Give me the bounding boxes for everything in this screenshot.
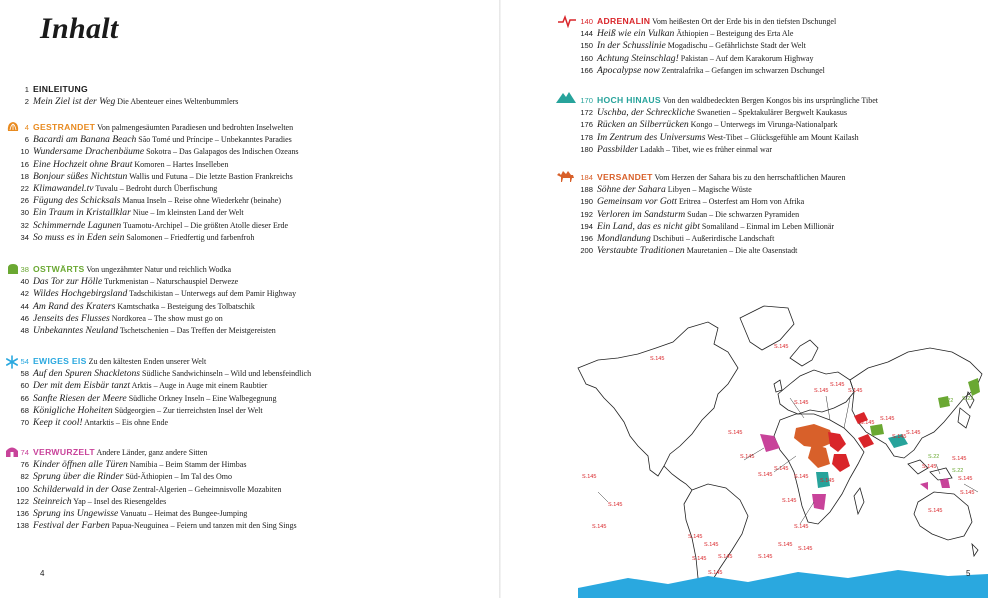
toc-chapter-description: Eritrea – Osterfest am Horn von Afrika	[676, 197, 805, 207]
toc-page-number: 82	[20, 472, 29, 482]
toc-entry[interactable]	[574, 244, 797, 256]
svg-text:S.145: S.145	[892, 434, 907, 440]
toc-chapter-title: Steinreich	[33, 495, 72, 507]
region-versandet	[808, 444, 830, 468]
toc-chapter-description: Zu den kältesten Enden unserer Welt	[86, 357, 207, 366]
toc-chapter-title: Der mit dem Eisbär tanzt	[33, 380, 131, 392]
svg-text:S.145: S.145	[608, 502, 623, 508]
toc-page-number: 172	[580, 108, 593, 118]
svg-text:S.145: S.145	[740, 454, 755, 460]
toc-section-heading[interactable]	[574, 94, 878, 106]
svg-text:S.145: S.145	[830, 382, 845, 388]
toc-page-number: 60	[20, 381, 29, 391]
toc-page-number: 194	[580, 221, 593, 231]
toc-entry[interactable]	[10, 133, 292, 145]
toc-section-heading[interactable]	[10, 83, 88, 95]
toc-page-number: 190	[580, 197, 593, 207]
svg-text:S.145: S.145	[774, 344, 789, 350]
toc-chapter-description: Südgeorgien – Zur tierreichsten Insel der Welt	[112, 405, 263, 415]
toc-page-number: 122	[16, 496, 29, 506]
toc-entry[interactable]	[574, 52, 813, 64]
toc-chapter-title: Verstaubte Traditionen	[597, 245, 685, 257]
toc-chapter-description: Kongo – Unterwegs im Virunga-Nationalpark	[688, 120, 838, 130]
toc-section-title: OSTWÄRTS	[33, 264, 85, 274]
toc-chapter-title: Kinder öffnen alle Türen	[33, 459, 128, 471]
toc-chapter-title: Wildes Hochgebirgsland	[33, 288, 128, 300]
toc-page-number: 166	[580, 65, 593, 75]
svg-text:S.145: S.145	[860, 420, 875, 426]
toc-chapter-title: Bonjour süßes Nichtstun	[33, 170, 128, 182]
svg-text:S.145: S.145	[704, 542, 719, 548]
toc-chapter-title: Keep it cool!	[33, 417, 83, 428]
svg-text:S.145: S.145	[582, 474, 597, 480]
toc-entry[interactable]	[574, 183, 752, 195]
toc-chapter-title: Unbekanntes Neuland	[33, 325, 118, 336]
svg-text:S.145: S.145	[794, 474, 809, 480]
toc-chapter-description: Zentralafrika – Gefangen im schwarzen Dschungel	[659, 65, 825, 75]
toc-page-number: 200	[580, 246, 593, 256]
svg-text:S.22: S.22	[928, 454, 940, 460]
toc-entry[interactable]	[10, 404, 263, 416]
svg-text:S.145: S.145	[758, 472, 773, 478]
toc-page-number: 144	[580, 29, 593, 39]
svg-text:S.145: S.145	[728, 430, 743, 436]
toc-chapter-description: Yap – Insel des Riesengeldes	[71, 496, 167, 506]
toc-entry[interactable]	[574, 39, 806, 51]
svg-text:S.145: S.145	[814, 388, 829, 394]
toc-page-number: 70	[20, 418, 29, 427]
toc-chapter-title: Eine Hochzeit ohne Braut	[33, 158, 133, 170]
toc-entry[interactable]	[10, 483, 281, 495]
toc-entry[interactable]	[10, 206, 244, 218]
toc-chapter-description: Niue – Im kleinsten Land der Welt	[130, 208, 244, 218]
toc-page-number: 140	[580, 17, 593, 26]
toc-section-heading[interactable]	[574, 15, 836, 27]
region-namibia	[812, 494, 826, 510]
toc-chapter-description: Von ungezähmter Natur und reichlich Wodka	[84, 265, 232, 274]
svg-text:S.145: S.145	[650, 356, 665, 362]
toc-chapter-description: Südliche Orkney Inseln – Eine Walbegegnung	[126, 393, 277, 403]
toc-chapter-description: Südliche Sandwichinseln – Wild und lebensfeindlich	[140, 369, 312, 379]
toc-chapter-description: Von den waldbedeckten Bergen Kongos bis ins ursprüngliche Tibet	[660, 96, 879, 105]
toc-chapter-description: Pakistan – Auf dem Karakorum Highway	[678, 53, 814, 63]
toc-section-title: EINLEITUNG	[33, 84, 89, 94]
toc-chapter-description: Die Abenteuer eines Weltenbummlers	[115, 97, 239, 107]
toc-entry[interactable]	[10, 158, 228, 170]
region-ethiopia	[832, 454, 850, 472]
right-page	[500, 0, 1000, 598]
svg-text:S.145: S.145	[880, 416, 895, 422]
toc-entry[interactable]	[10, 458, 246, 470]
toc-chapter-title: Sprung über die Rinder	[33, 471, 124, 483]
toc-page-number: 74	[20, 448, 29, 457]
toc-page-number: 42	[20, 289, 29, 299]
svg-text:S.22: S.22	[942, 398, 954, 404]
svg-text:S.145: S.145	[848, 388, 863, 394]
toc-page-number: 100	[16, 484, 29, 494]
toc-entry[interactable]	[10, 367, 311, 379]
toc-chapter-title: Am Rand des Kraters	[33, 300, 116, 312]
toc-chapter-description: Swanetien – Spektakulärer Bergwelt Kaukasus	[694, 108, 847, 118]
toc-chapter-description: Süd-Äthiopien – Im Tal des Omo	[123, 472, 232, 482]
toc-chapter-description: Arktis – Auge in Auge mit einem Raubtier	[130, 381, 268, 391]
toc-entry[interactable]	[574, 195, 804, 207]
toc-section-title: VERSANDET	[597, 172, 653, 182]
toc-chapter-title: Passbilder	[597, 143, 639, 155]
toc-section-heading[interactable]	[10, 355, 206, 367]
toc-page-number: 192	[580, 209, 593, 219]
toc-entry[interactable]	[10, 312, 223, 324]
svg-text:S.145: S.145	[774, 466, 789, 472]
camel-icon	[556, 169, 576, 183]
region-west-africa	[760, 434, 780, 452]
toc-entry[interactable]	[574, 232, 774, 244]
toc-chapter-description: Salomonen – Friedfertig und farbenfroh	[124, 232, 255, 242]
world-map	[568, 288, 988, 598]
svg-text:S.145: S.145	[592, 524, 607, 530]
toc-entry[interactable]	[10, 95, 238, 107]
toc-chapter-title: Klimawandel.tv	[33, 183, 94, 194]
toc-page-number: 170	[580, 96, 593, 105]
toc-chapter-description: Tadschikistan – Unterwegs auf dem Pamir Highway	[127, 289, 297, 299]
toc-chapter-description: Sudan – Die schwarzen Pyramiden	[685, 209, 800, 219]
toc-entry[interactable]	[574, 220, 834, 232]
toc-section-title: VERWURZELT	[33, 447, 95, 457]
page-title: Inhalt	[40, 12, 119, 45]
toc-chapter-description: Zentral-Algerien – Geheimnisvolle Mozabiten	[130, 484, 282, 494]
toc-chapter-title: Uschba, der Schreckliche	[597, 107, 695, 119]
toc-chapter-description: Sokotra – Das Galapagos des Indischen Ozeans	[144, 147, 299, 157]
toc-chapter-title: Königliche Hoheiten	[33, 404, 113, 416]
toc-entry[interactable]	[10, 287, 296, 299]
toc-chapter-description: Papua-Neuguinea – Feiern und tanzen mit den Sing Sings	[109, 521, 297, 531]
svg-text:S.145: S.145	[960, 490, 975, 496]
toc-page-number: 22	[20, 184, 29, 193]
toc-chapter-title: Jenseits des Flusses	[33, 312, 110, 324]
region-yap	[920, 482, 928, 490]
toc-page-number: 150	[580, 41, 593, 51]
toc-chapter-description: West-Tibet – Glücksgefühle am Mount Kailash	[705, 132, 859, 142]
toc-entry[interactable]	[10, 379, 267, 391]
toc-page-number: 18	[20, 171, 29, 181]
toc-entry[interactable]	[10, 170, 293, 182]
toc-chapter-title: Apocalypse now	[597, 64, 660, 76]
toc-page-number: 44	[20, 301, 29, 311]
map-page-labels-s22	[928, 396, 973, 474]
toc-entry[interactable]	[10, 194, 281, 206]
mountain-icon	[556, 90, 576, 104]
toc-chapter-description: São Tomé und Príncipe – Unbekanntes Paradies	[136, 135, 292, 145]
toc-page-number: 46	[20, 313, 29, 323]
toc-chapter-description: Vom heißesten Ort der Erde bis in den tiefsten Dschungel	[650, 17, 837, 26]
toc-entry[interactable]	[574, 64, 825, 76]
toc-page-number: 160	[580, 53, 593, 63]
toc-page-number: 10	[20, 147, 29, 157]
toc-chapter-description: Antarktis – Eis ohne Ende	[82, 418, 169, 427]
toc-chapter-title: Mein Ziel ist der Weg	[33, 96, 116, 108]
toc-chapter-title: Schilderwald in der Oase	[33, 483, 131, 495]
toc-entry[interactable]	[574, 208, 799, 220]
toc-page-number: 16	[20, 159, 29, 169]
svg-text:S.145: S.145	[778, 542, 793, 548]
toc-chapter-description: Tuvalu – Bedroht durch Überfischung	[93, 184, 218, 193]
antarctica	[578, 570, 988, 598]
toc-page-number: 4	[24, 123, 29, 132]
svg-text:S.145: S.145	[794, 524, 809, 530]
toc-chapter-title: Mondlandung	[597, 233, 651, 244]
toc-chapter-description: Andere Länder, ganz andere Sitten	[94, 448, 208, 457]
toc-chapter-title: Sprung ins Ungewisse	[33, 508, 119, 519]
toc-page-number: 66	[20, 393, 29, 403]
toc-page-number: 2	[24, 97, 29, 107]
toc-chapter-description: Vom Herzen der Sahara bis zu den herrschaftlichen Mauren	[652, 173, 846, 182]
toc-chapter-description: Tschetschenien – Das Treffen der Meistgereisten	[118, 326, 276, 335]
toc-chapter-title: Festival der Farben	[33, 520, 110, 532]
page-number-left: 4	[40, 569, 45, 578]
toc-page-number: 26	[20, 196, 29, 206]
toc-page-number: 1	[24, 85, 29, 94]
toc-page-number: 34	[20, 232, 29, 242]
toc-section-title: EWIGES EIS	[33, 356, 87, 366]
svg-text:S.145: S.145	[928, 508, 943, 514]
toc-chapter-title: Schimmernde Lagunen	[33, 219, 122, 231]
map-page-labels	[582, 344, 974, 576]
toc-entry[interactable]	[574, 106, 847, 118]
svg-text:S.145: S.145	[922, 464, 937, 470]
toc-entry[interactable]	[10, 324, 276, 336]
toc-entry[interactable]	[10, 231, 254, 243]
toc-chapter-title: Sanfte Riesen der Meere	[33, 392, 127, 404]
toc-chapter-description: Turkmenistan – Naturschauspiel Derweze	[102, 277, 239, 287]
toc-chapter-title: Auf den Spuren Shackletons	[33, 368, 141, 380]
toc-section-heading[interactable]	[574, 171, 845, 183]
toc-entry[interactable]	[10, 145, 299, 157]
svg-text:S.145: S.145	[708, 570, 723, 576]
toc-chapter-description: Wallis und Futuna – Die letzte Bastion Frankreichs	[127, 171, 293, 181]
toc-page-number: 6	[24, 135, 29, 145]
toc-entry[interactable]	[10, 507, 247, 519]
svg-text:S.22: S.22	[962, 396, 974, 402]
toc-page-number: 68	[20, 405, 29, 415]
toc-entry[interactable]	[10, 275, 238, 287]
toc-chapter-title: Heiß wie ein Vulkan	[597, 28, 675, 40]
toc-chapter-description: Somaliland – Einmal im Leben Millionär	[699, 221, 835, 231]
page-number-right: 5	[966, 569, 971, 578]
toc-page-number: 138	[16, 521, 29, 531]
toc-page-number: 176	[580, 120, 593, 130]
toc-chapter-description: Äthiopien – Besteigung des Erta Ale	[674, 29, 794, 39]
svg-text:S.145: S.145	[798, 546, 813, 552]
toc-chapter-description: Namibia – Beim Stamm der Himbas	[127, 460, 247, 470]
toc-chapter-title: Das Tor zur Hölle	[33, 276, 103, 288]
toc-page-number: 76	[20, 460, 29, 470]
toc-chapter-description: Komoren – Hartes Inselleben	[132, 159, 229, 169]
toc-entry[interactable]	[574, 27, 793, 39]
toc-chapter-description: Ladakh – Tibet, wie es früher einmal war	[638, 144, 773, 154]
toc-chapter-description: Nordkorea – The show must go on	[109, 313, 223, 323]
svg-text:S.145: S.145	[906, 430, 921, 436]
toc-page-number: 30	[20, 208, 29, 218]
svg-text:S.145: S.145	[688, 534, 703, 540]
toc-chapter-title: Wundersame Drachenbäume	[33, 146, 145, 158]
svg-text:S.145: S.145	[820, 478, 835, 484]
toc-chapter-description: Manua Inseln – Reise ohne Wiederkehr (beinahe)	[120, 196, 281, 206]
toc-chapter-description: Von palmengesäumten Paradiesen und bedrohten Inselwelten	[95, 123, 294, 132]
toc-page-number: 40	[20, 277, 29, 287]
toc-chapter-title: Im Zentrum des Universums	[597, 131, 706, 143]
toc-chapter-title: Söhne der Sahara	[597, 184, 666, 196]
region-horn	[858, 434, 874, 448]
toc-page-number: 178	[580, 132, 593, 142]
svg-text:S.145: S.145	[782, 498, 797, 504]
toc-page-number: 32	[20, 220, 29, 230]
svg-text:S.145: S.145	[958, 476, 973, 482]
toc-chapter-title: Ein Traum in Kristallklar	[33, 207, 131, 219]
svg-text:S.145: S.145	[758, 554, 773, 560]
toc-section-title: ADRENALIN	[597, 16, 651, 26]
toc-entry[interactable]	[574, 118, 838, 130]
toc-chapter-title: Fügung des Schicksals	[33, 195, 121, 207]
toc-chapter-description: Libyen – Magische Wüste	[665, 185, 752, 195]
toc-section-heading[interactable]	[10, 446, 207, 458]
svg-text:S.22: S.22	[952, 468, 964, 474]
toc-chapter-title: Gemeinsam vor Gott	[597, 196, 677, 208]
toc-page-number: 58	[20, 369, 29, 379]
toc-entry[interactable]	[10, 182, 217, 194]
toc-chapter-title: Verloren im Sandsturm	[597, 208, 686, 220]
toc-entry[interactable]	[10, 392, 277, 404]
toc-entry[interactable]	[10, 416, 168, 428]
toc-section-title: GESTRANDET	[33, 122, 96, 132]
toc-page-number: 48	[20, 326, 29, 335]
toc-section-heading[interactable]	[10, 121, 293, 133]
toc-chapter-description: Mauretanien – Die alte Oasenstadt	[684, 246, 798, 256]
toc-section-heading[interactable]	[10, 263, 231, 275]
toc-page-number: 184	[580, 173, 593, 182]
toc-entry[interactable]	[10, 519, 297, 531]
toc-chapter-title: Rücken an Silberrücken	[597, 119, 689, 131]
toc-chapter-description: Tuamotu-Archipel – Die größten Atolle dieser Erde	[121, 220, 289, 230]
svg-text:S.145: S.145	[718, 554, 733, 560]
toc-entry[interactable]	[574, 143, 772, 155]
toc-page-number: 136	[16, 509, 29, 518]
region-libya	[828, 432, 846, 452]
toc-entry[interactable]	[10, 300, 255, 312]
toc-chapter-title: Bacardi am Banana Beach	[33, 134, 137, 146]
toc-page-number: 38	[20, 265, 29, 274]
toc-page-number: 188	[580, 185, 593, 195]
toc-entry[interactable]	[10, 219, 288, 231]
toc-page-number: 196	[580, 234, 593, 243]
toc-entry[interactable]	[10, 495, 166, 507]
toc-chapter-description: Vanuatu – Heimat des Bungee-Jumping	[118, 509, 248, 518]
toc-chapter-description: Kamtschatka – Besteigung des Tolbatschik	[115, 301, 255, 311]
svg-text:S.145: S.145	[794, 400, 809, 406]
region-sahara	[794, 424, 834, 448]
toc-entry[interactable]	[10, 470, 232, 482]
toc-page-number: 180	[580, 144, 593, 154]
toc-chapter-title: Achtung Steinschlag!	[597, 52, 679, 64]
toc-chapter-description: Dschibuti – Außerirdische Landschaft	[650, 234, 775, 243]
toc-chapter-title: In der Schusslinie	[597, 40, 666, 52]
svg-text:S.145: S.145	[952, 456, 967, 462]
toc-entry[interactable]	[574, 131, 859, 143]
svg-text:S.145: S.145	[692, 556, 707, 562]
toc-page-number: 54	[20, 357, 29, 366]
toc-chapter-description: Mogadischu – Gefährlichste Stadt der Welt	[665, 41, 806, 51]
toc-chapter-title: Ein Land, das es nicht gibt	[597, 220, 700, 232]
toc-chapter-title: So muss es in Eden sein	[33, 231, 125, 243]
toc-section-title: HOCH HINAUS	[597, 95, 661, 105]
